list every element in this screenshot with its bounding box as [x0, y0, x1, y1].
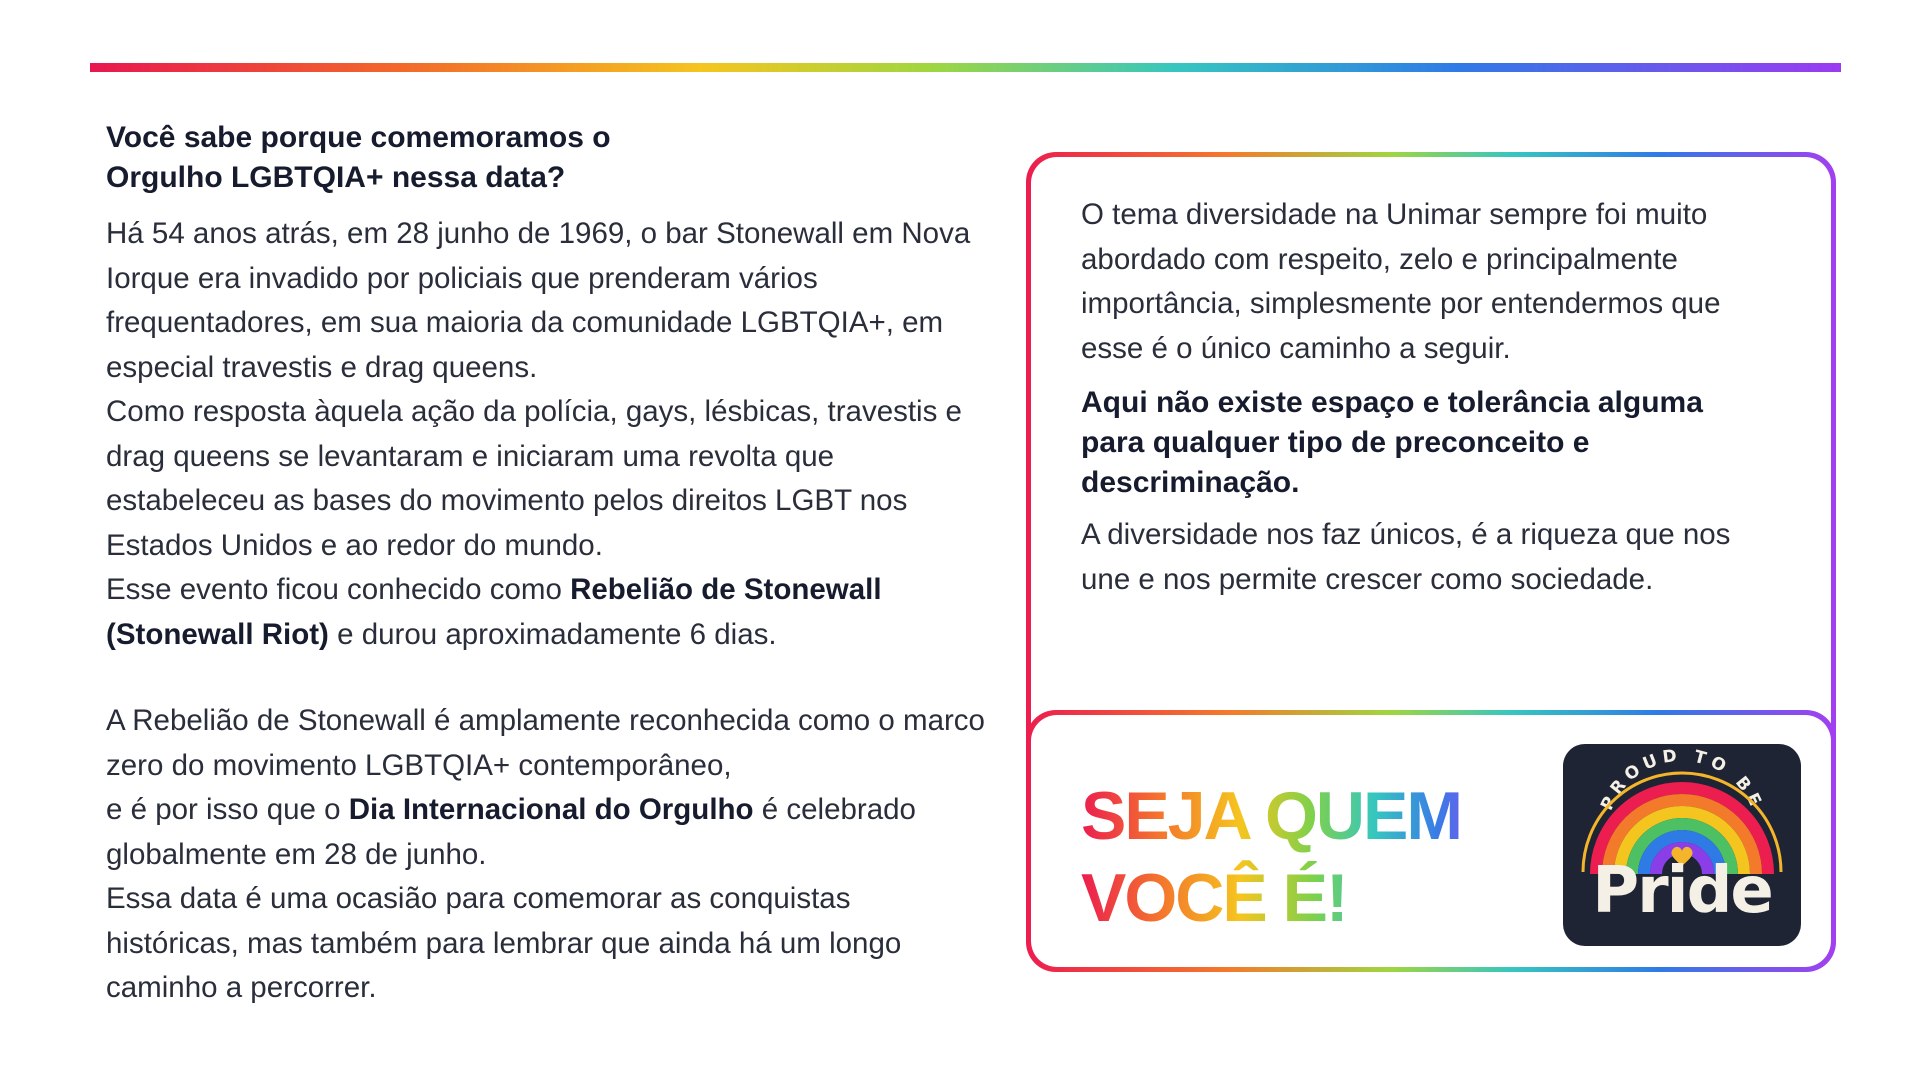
section-heading [106, 118, 986, 198]
diversity-card [1026, 152, 1836, 972]
badge-arc-text: PROUD TO BE [1597, 745, 1767, 814]
paragraph-5-bold: Dia Internacional do Orgulho [348, 793, 754, 826]
card-closing: A diversidade nos faz únicos, é a riqueza que nos une e nos permite crescer como sociedade. [1081, 518, 1731, 596]
paragraph-6: Essa data é uma ocasião para comemorar as conquistas históricas, mas também para lembrar que ainda há um longo caminho a percorrer. [106, 882, 902, 1004]
heading-line-2: Orgulho LGBTQIA+ nessa data? [106, 161, 566, 194]
paragraph-1: Há 54 anos atrás, em 28 junho de 1969, o bar Stonewall em Nova Iorque era invadido por policiais que prenderam vários frequentadores, em sua maioria da comunidade LGBTQIA+, em especial travestis e drag queens. [106, 217, 971, 384]
paragraph-3-post: e durou aproximadamente 6 dias. [328, 617, 777, 651]
paragraph-4: A Rebelião de Stonewall é amplamente reconhecida como o marco zero do movimento LGBTQIA+ contemporâneo, [106, 704, 985, 782]
left-column [106, 118, 986, 1011]
slogan-line-2: VOCÊ É! [1081, 860, 1347, 936]
paragraph-significance [106, 699, 986, 1011]
badge-word: Pride [1592, 854, 1772, 928]
pride-badge [1563, 744, 1801, 946]
paragraph-3-pre: Esse evento ficou conhecido como [106, 573, 571, 606]
paragraph-3-bold: Rebelião de Stonewall (Stonewall Riot) [106, 573, 882, 651]
slogan-panel [1031, 710, 1831, 967]
paragraph-history [106, 212, 986, 657]
card-statement: Aqui não existe espaço e tolerância alguma para qualquer tipo de preconceito e descriminação. [1081, 386, 1703, 499]
paragraph-2: Como resposta àquela ação da polícia, gays, lésbicas, travestis e drag queens se levantaram e iniciaram uma revolta que estabeleceu as bases do movimento pelos direitos LGBT nos Estados Unidos e ao redor do mundo. [106, 395, 962, 562]
paragraph-5-post: é celebrado globalmente em 28 de junho. [106, 793, 916, 871]
paragraph-5-pre: e é por isso que o [106, 793, 349, 826]
slogan [1081, 775, 1501, 939]
heading-line-1: Você sabe porque comemoramos o [106, 121, 611, 154]
card-intro: O tema diversidade na Unimar sempre foi muito abordado com respeito, zelo e principalmente importância, simplesmente por entendermos que esse é o único caminho a seguir. [1081, 198, 1721, 365]
card-text [1081, 193, 1761, 602]
rainbow-divider [90, 63, 1841, 72]
slogan-line-1: SEJA QUEM [1081, 778, 1462, 854]
